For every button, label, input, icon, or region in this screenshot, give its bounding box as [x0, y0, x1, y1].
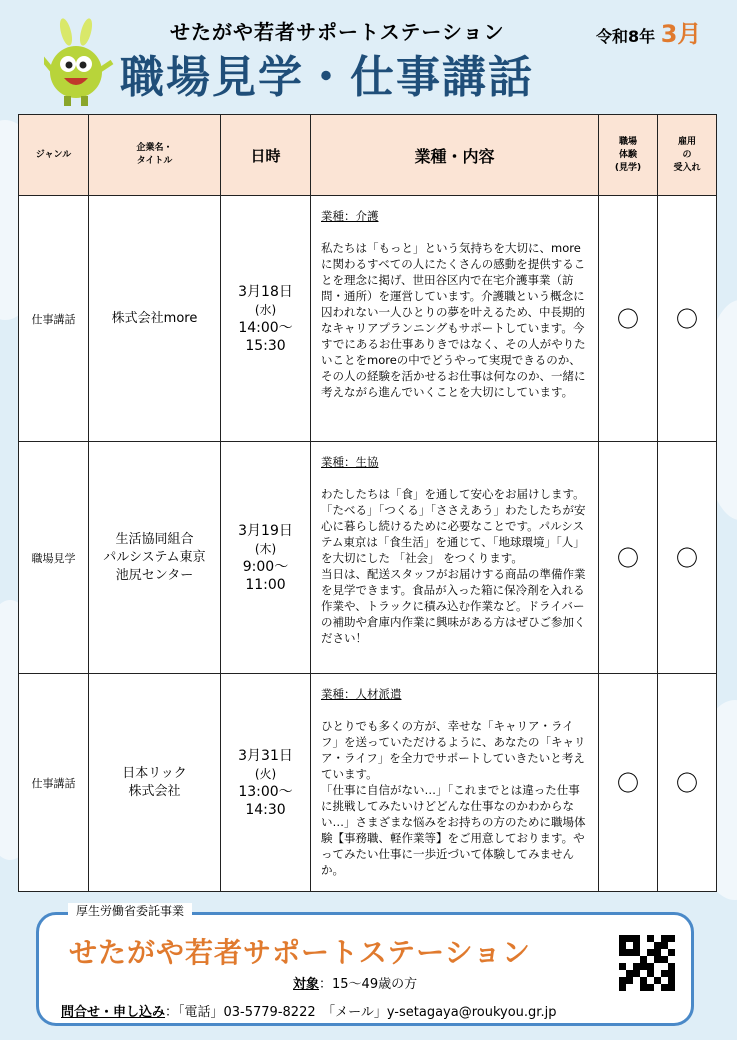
qr-module — [626, 977, 633, 984]
qr-module — [633, 963, 640, 970]
qr-module — [654, 970, 661, 977]
row-company: 日本リック 株式会社 — [89, 674, 221, 892]
qr-module — [626, 935, 633, 942]
qr-module — [661, 963, 668, 970]
qr-module — [661, 956, 668, 963]
qr-module — [619, 942, 626, 949]
row-genre: 仕事講話 — [19, 196, 89, 442]
contact-box — [36, 912, 694, 1026]
qr-module — [668, 963, 675, 970]
target-value: ：15〜49歳の方 — [319, 977, 418, 992]
qr-module — [647, 984, 654, 991]
qr-module — [668, 949, 675, 956]
issue-date — [596, 14, 701, 49]
header-datetime: 日時 — [221, 115, 311, 196]
qr-module — [654, 977, 661, 984]
qr-module — [661, 984, 668, 991]
contact-label: 問合せ・申し込み — [61, 1005, 166, 1020]
page-title: 職場見学・仕事講話 — [120, 52, 534, 103]
target-label: 対象 — [293, 977, 320, 992]
row-date: 3月18日 — [238, 283, 293, 300]
row-datetime — [221, 674, 311, 892]
qr-module — [626, 984, 633, 991]
row-experience-mark: 〇 — [599, 442, 658, 674]
qr-module — [640, 970, 647, 977]
header-company: 企業名・ タイトル — [89, 115, 221, 196]
qr-module — [619, 977, 626, 984]
qr-module — [626, 956, 633, 963]
qr-module — [654, 963, 661, 970]
row-description: ひとりでも多くの方が、幸せな「キャリア・ライフ」を送っていただけるように、あなたの「キャリア・ライフ」を全力でサポートしていきたいと考えています。 「仕事に自信がない…」「これまでとは違った仕事に挑戦してみたいけどどんな仕事なのかわからない…」さまざまな悩みをお持ちの方のために職場体験【事務職、軽作業等】をご用意しております。やってみたい仕事に一歩近づいて体験してみませんか。 — [321, 719, 586, 877]
qr-module — [640, 977, 647, 984]
qr-module — [626, 942, 633, 949]
qr-module — [668, 970, 675, 977]
qr-module — [647, 977, 654, 984]
row-genre: 仕事講話 — [19, 674, 89, 892]
row-weekday: (水) — [254, 302, 277, 317]
footer-organization-name: せたがや若者サポートステーション — [69, 936, 532, 969]
qr-module — [661, 977, 668, 984]
qr-module — [647, 942, 654, 949]
qr-module — [626, 949, 633, 956]
qr-module — [647, 949, 654, 956]
header-hiring: 雇用 の 受入れ — [658, 115, 717, 196]
row-date: 3月31日 — [238, 747, 293, 764]
row-weekday: (木) — [254, 541, 277, 556]
sponsor-label: 厚生労働省委託事業 — [68, 903, 192, 919]
qr-module — [668, 935, 675, 942]
qr-module — [619, 949, 626, 956]
qr-module — [668, 942, 675, 949]
qr-module — [633, 984, 640, 991]
qr-module — [647, 963, 654, 970]
row-experience-mark: 〇 — [599, 674, 658, 892]
qr-module — [633, 977, 640, 984]
row-weekday: (火) — [254, 766, 277, 781]
qr-module — [654, 956, 661, 963]
qr-module — [626, 970, 633, 977]
qr-module — [647, 935, 654, 942]
qr-module — [619, 984, 626, 991]
qr-module — [654, 942, 661, 949]
qr-module — [626, 963, 633, 970]
row-hiring-mark: 〇 — [658, 674, 717, 892]
header-experience: 職場 体験 (見学) — [599, 115, 658, 196]
row-hiring-mark: 〇 — [658, 442, 717, 674]
qr-module — [633, 935, 640, 942]
row-company: 株式会社more — [89, 196, 221, 442]
qr-module — [619, 970, 626, 977]
qr-module — [640, 956, 647, 963]
qr-module — [661, 942, 668, 949]
qr-module — [619, 963, 626, 970]
table-row — [19, 674, 717, 892]
table-header-row — [19, 115, 717, 196]
qr-module — [661, 949, 668, 956]
row-content — [311, 196, 599, 442]
qr-module — [640, 935, 647, 942]
qr-module — [633, 942, 640, 949]
qr-module — [654, 949, 661, 956]
qr-module — [647, 970, 654, 977]
header-content: 業種・内容 — [311, 115, 599, 196]
qr-module — [640, 984, 647, 991]
row-content — [311, 674, 599, 892]
row-datetime — [221, 196, 311, 442]
row-datetime — [221, 442, 311, 674]
qr-module — [619, 935, 626, 942]
row-end-time: 11:00 — [245, 576, 286, 593]
qr-module — [640, 949, 647, 956]
mascot-icon — [44, 18, 114, 108]
schedule-table — [18, 114, 717, 892]
row-date: 3月19日 — [238, 522, 293, 539]
qr-module — [640, 963, 647, 970]
qr-module — [647, 956, 654, 963]
row-category: 業種：介護 — [321, 209, 379, 223]
row-hiring-mark: 〇 — [658, 196, 717, 442]
row-start-time: 14:00〜 — [238, 319, 293, 336]
row-experience-mark: 〇 — [599, 196, 658, 442]
qr-module — [668, 956, 675, 963]
row-end-time: 14:30 — [245, 801, 286, 818]
row-category: 業種：生協 — [321, 455, 379, 469]
qr-module — [668, 977, 675, 984]
contact-info — [61, 1001, 556, 1020]
qr-module — [633, 956, 640, 963]
qr-module — [633, 949, 640, 956]
row-content — [311, 442, 599, 674]
row-description: わたしたちは「食」を通して安心をお届けします。「たべる」「つくる」「ささえあう」わたしたちが安心に暮らし続けるために必要なことです。パルシステム東京は「食生活」を通じて、「地球環境」「人」 を大切にした 「社会」 をつくります。 当日は、配送スタッフがお届けする商品の準備作業を見学できます。食品が入った箱に保冷剤を入れる作業や、トラックに積み込む作業など。ドライバーの補助や倉庫内作業に興味がある方はぜひご参加ください！ — [321, 487, 586, 645]
organization-name: せたがや若者サポートステーション — [170, 20, 505, 44]
qr-module — [654, 984, 661, 991]
qr-module — [661, 970, 668, 977]
row-start-time: 13:00〜 — [238, 783, 293, 800]
target-audience — [293, 973, 417, 992]
qr-module — [619, 956, 626, 963]
row-category: 業種：人材派遣 — [321, 687, 402, 701]
contact-value[interactable]: ：「電話」03-5779-8222 「メール」y-setagaya@roukyou.gr.jp — [165, 1005, 557, 1020]
qr-code-icon[interactable] — [619, 935, 675, 991]
qr-module — [640, 942, 647, 949]
header-genre: ジャンル — [19, 115, 89, 196]
row-end-time: 15:30 — [245, 337, 286, 354]
row-company: 生活協同組合 パルシステム東京 池尻センター — [89, 442, 221, 674]
row-start-time: 9:00〜 — [242, 558, 289, 575]
qr-module — [633, 970, 640, 977]
table-row — [19, 196, 717, 442]
row-description: 私たちは「もっと」という気持ちを大切に、moreに関わるすべての人にたくさんの感動を提供することを理念に掲げ、世田谷区内で在宅介護事業（訪問・通所）を運営しています。介護職という概念に囚われない一人ひとりの夢を叶えるため、中長期的なキャリアプランニングもサポートしています。今すでにあるお仕事ありきではなく、その人がやりたいことをmoreの中でどうやって実現できるのか、その人の経験を活かせるお仕事は何なのか、一緒に考えながら進んでいくことを大切にしています。 — [321, 241, 586, 399]
issue-month: 3月 — [660, 20, 702, 48]
qr-module — [668, 984, 675, 991]
table-row — [19, 442, 717, 674]
qr-module — [654, 935, 661, 942]
issue-year: 令和8年 — [596, 27, 656, 46]
row-genre: 職場見学 — [19, 442, 89, 674]
qr-module — [661, 935, 668, 942]
